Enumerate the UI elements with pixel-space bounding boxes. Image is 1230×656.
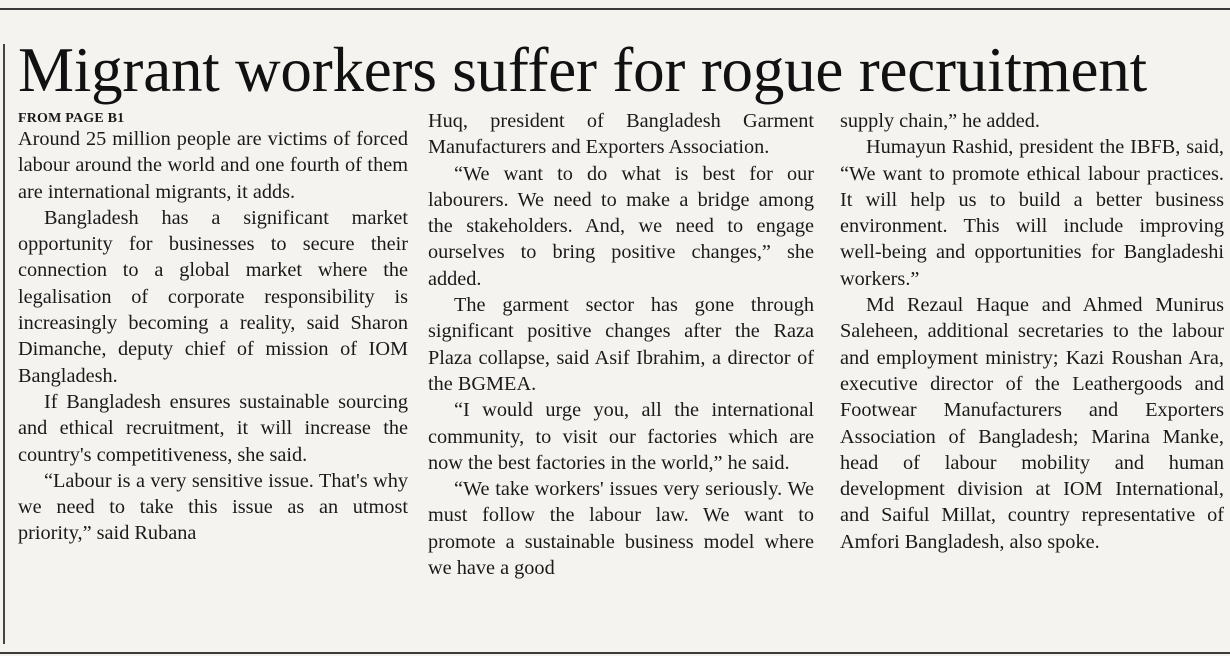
paragraph: Around 25 million people are victims of forced labour around the world and one fourth of them are international migrants, it adds. bbox=[18, 128, 408, 203]
article-column-2 bbox=[428, 108, 814, 581]
paragraph: Md Rezaul Haque and Ahmed Munirus Saleheen, additional secretaries to the labour and employment ministry; Kazi Roushan Ara, executive director of the Leathergoods and Footwear Manufacturers and Exporters Association of Bangladesh; Marina Manke, head of labour mobility and human development division at IOM International, and Saiful Millat, country representative of Amfori Bangladesh, also spoke. bbox=[840, 294, 1224, 553]
article-column-1 bbox=[18, 108, 408, 547]
bottom-rule bbox=[0, 652, 1230, 654]
article-column-3 bbox=[840, 108, 1224, 555]
paragraph: Bangladesh has a significant market opportunity for businesses to secure their connection to a global market where the legalisation of corporate responsibility is increasingly becoming a reality, said Sharon Dimanche, deputy chief of mission of IOM Bangladesh. bbox=[18, 206, 408, 387]
top-rule bbox=[0, 8, 1230, 10]
paragraph: Humayun Rashid, president the IBFB, said, “We want to promote ethical labour practices. It will help us to build a better business environment. This will include improving well-being and opportunities for Bangladeshi workers.” bbox=[840, 136, 1224, 290]
left-rule bbox=[3, 44, 5, 644]
paragraph: “We take workers' issues very seriously. We must follow the labour law. We want to promote a sustainable business model where we have a good bbox=[428, 478, 814, 580]
headline: Migrant workers suffer for rogue recruitment bbox=[18, 35, 1147, 105]
continuation-kicker: FROM PAGE B1 bbox=[18, 111, 125, 126]
paragraph: “Labour is a very sensitive issue. That's why we need to take this issue as an utmost priority,” said Rubana bbox=[18, 469, 408, 545]
paragraph: “I would urge you, all the international community, to visit our factories which are now the best factories in the world,” he said. bbox=[428, 399, 814, 474]
paragraph: If Bangladesh ensures sustainable sourcing and ethical recruitment, it will increase the country's competitiveness, she said. bbox=[18, 390, 408, 466]
paragraph: The garment sector has gone through significant positive changes after the Raza Plaza collapse, said Asif Ibrahim, a director of the BGMEA. bbox=[428, 294, 814, 395]
paragraph: supply chain,” he added. bbox=[840, 110, 1040, 132]
paragraph: Huq, president of Bangladesh Garment Manufacturers and Exporters Association. bbox=[428, 110, 814, 159]
paragraph: “We want to do what is best for our labourers. We need to make a bridge among the stakeholders. And, we need to engage ourselves to bring positive changes,” she added. bbox=[428, 162, 814, 290]
